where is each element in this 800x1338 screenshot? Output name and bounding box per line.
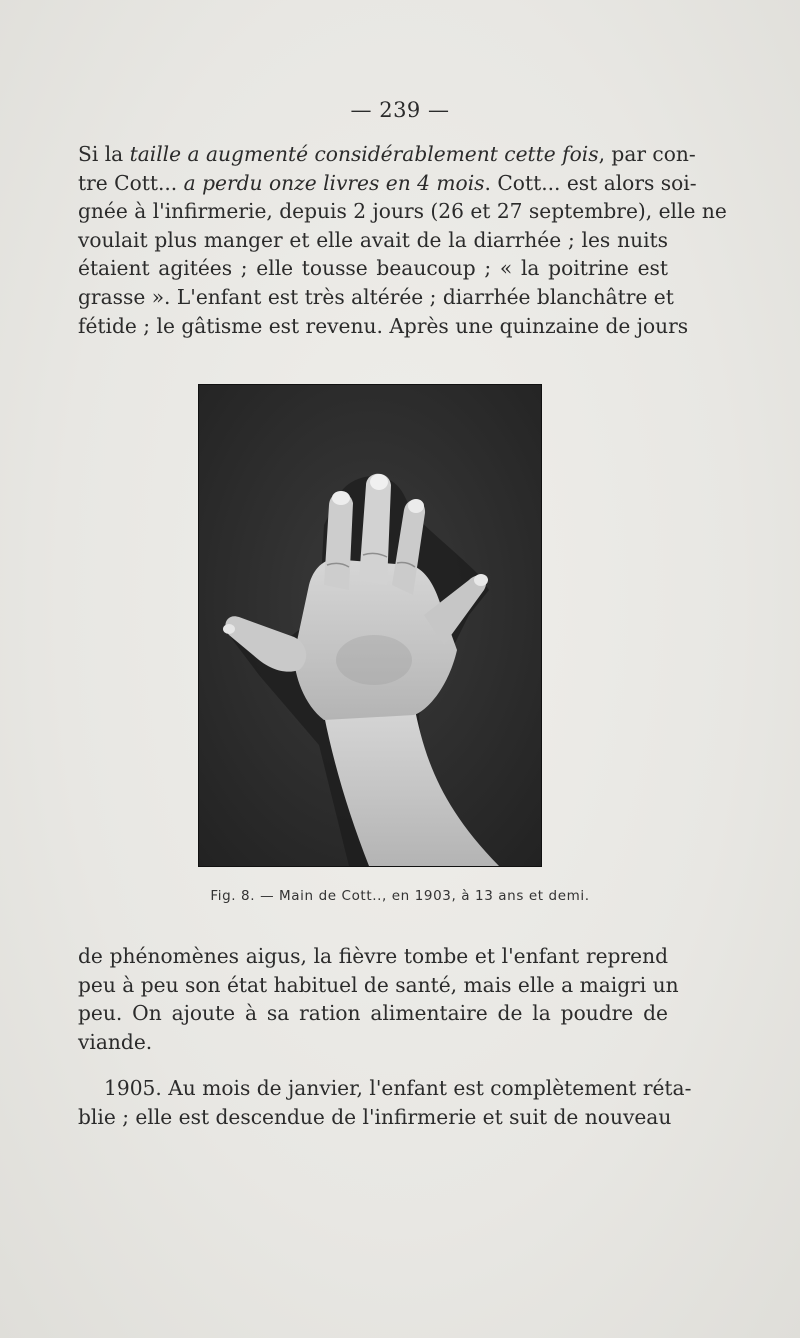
text-line: peu. On ajoute à sa ration alimentaire de la poudre de bbox=[78, 1001, 668, 1026]
text-line: de phénomènes aigus, la fièvre tombe et l'enfant reprend bbox=[78, 944, 668, 968]
text-line: peu à peu son état habituel de santé, mais elle a maigri un bbox=[78, 972, 679, 997]
text-line: fétide ; le gâtisme est revenu. Après une quinzaine de jours bbox=[78, 313, 689, 338]
paragraph-1 bbox=[78, 140, 727, 340]
figure-caption bbox=[0, 888, 800, 904]
text-line: blie ; elle est descendue de l'infirmerie et suit de nouveau bbox=[78, 1104, 672, 1129]
text-line: gnée à l'infirmerie, depuis 2 jours (26 et 27 septembre), elle ne bbox=[78, 199, 727, 224]
page-number: — 239 — bbox=[350, 98, 450, 122]
figure-label: Fig. 8. bbox=[210, 888, 256, 904]
paragraph-3 bbox=[78, 1074, 692, 1131]
text-line: viande. bbox=[78, 1029, 153, 1054]
paragraph-2 bbox=[78, 942, 679, 1056]
text-line: 1905. Au mois de janvier, l'enfant est complètement réta- bbox=[104, 1076, 692, 1100]
text-line: Si la taille a augmenté considérablement cette fois, par con- bbox=[78, 142, 696, 166]
figure-caption-text: — Main de Cott.., en 1903, à 13 ans et demi. bbox=[260, 888, 590, 904]
text-line: voulait plus manger et elle avait de la diarrhée ; les nuits bbox=[78, 227, 668, 252]
hand-photo-image bbox=[199, 385, 541, 866]
hand-photograph bbox=[198, 384, 542, 867]
text-line: tre Cott... a perdu onze livres en 4 mois. Cott... est alors soi- bbox=[78, 170, 697, 195]
text-line: étaient agitées ; elle tousse beaucoup ; « la poitrine est bbox=[78, 256, 668, 281]
text-line: grasse ». L'enfant est très altérée ; diarrhée blanchâtre et bbox=[78, 284, 674, 309]
